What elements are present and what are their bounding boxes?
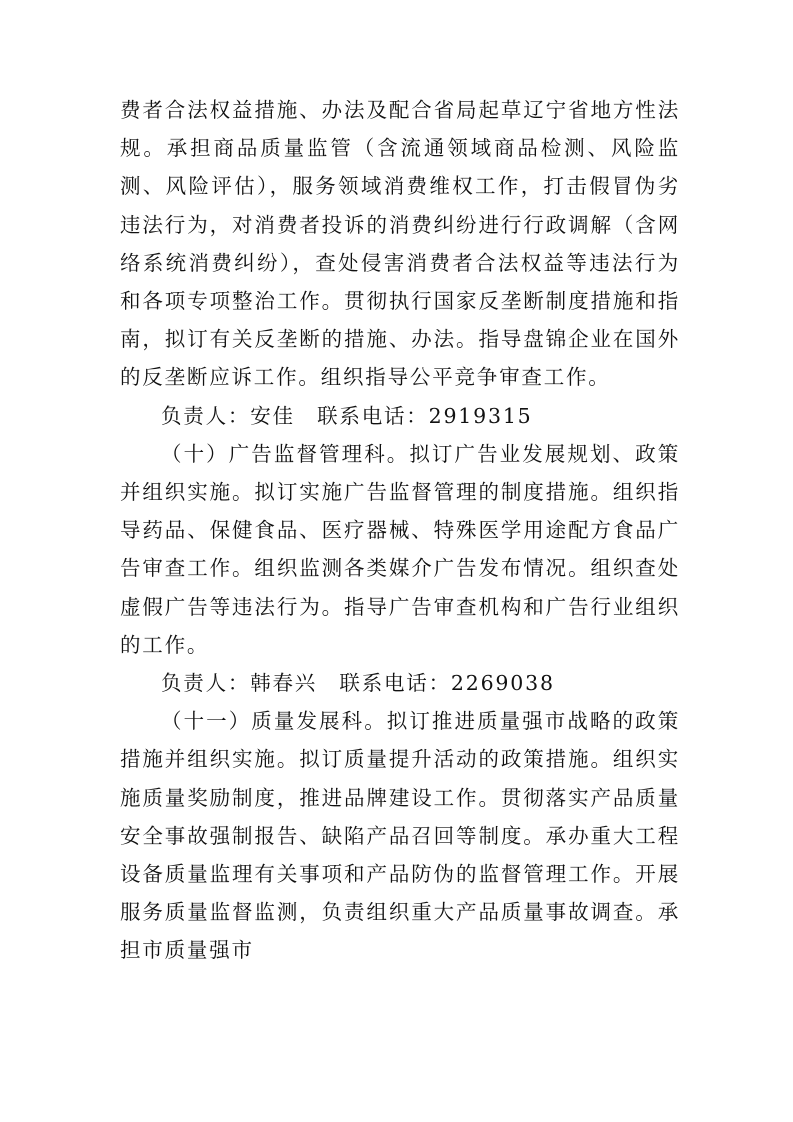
paragraph-advertising-section: （十）广告监督管理科。拟订广告业发展规划、政策并组织实施。拟订实施广告监督管理的制度措施。组织指导药品、保健食品、医疗器械、特殊医学用途配方食品广告审查工作。组织监测各类媒介广告发布情况。组织查处虚假广告等违法行为。指导广告审查机构和广告行业组织的工作。 bbox=[120, 441, 680, 657]
contact-line-an-jia: 负责人：安佳 联系电话：2919315 bbox=[161, 403, 533, 428]
contact-line-han-chunxing: 负责人：韩春兴 联系电话：2269038 bbox=[161, 671, 555, 696]
paragraph-quality-development-section: （十一）质量发展科。拟订推进质量强市战略的政策措施并组织实施。拟订质量提升活动的政策措施。组织实施质量奖励制度，推进品牌建设工作。贯彻落实产品质量安全事故强制报告、缺陷产品召回等制度。承办重大工程设备质量监理有关事项和产品防伪的监督管理工作。开展服务质量监督监测，负责组织重大产品质量事故调查。承担市质量强市 bbox=[120, 709, 680, 963]
paragraph-continued-duties: 费者合法权益措施、办法及配合省局起草辽宁省地方性法规。承担商品质量监管（含流通领域商品检测、风险监测、风险评估），服务领域消费维权工作，打击假冒伪劣违法行为，对消费者投诉的消费纠纷进行行政调解（含网络系统消费纠纷），查处侵害消费者合法权益等违法行为和各项专项整治工作。贯彻执行国家反垄断制度措施和指南，拟订有关反垄断的措施、办法。指导盘锦企业在国外的反垄断应诉工作。组织指导公平竞争审查工作。 bbox=[120, 98, 680, 390]
document-body bbox=[120, 91, 680, 970]
